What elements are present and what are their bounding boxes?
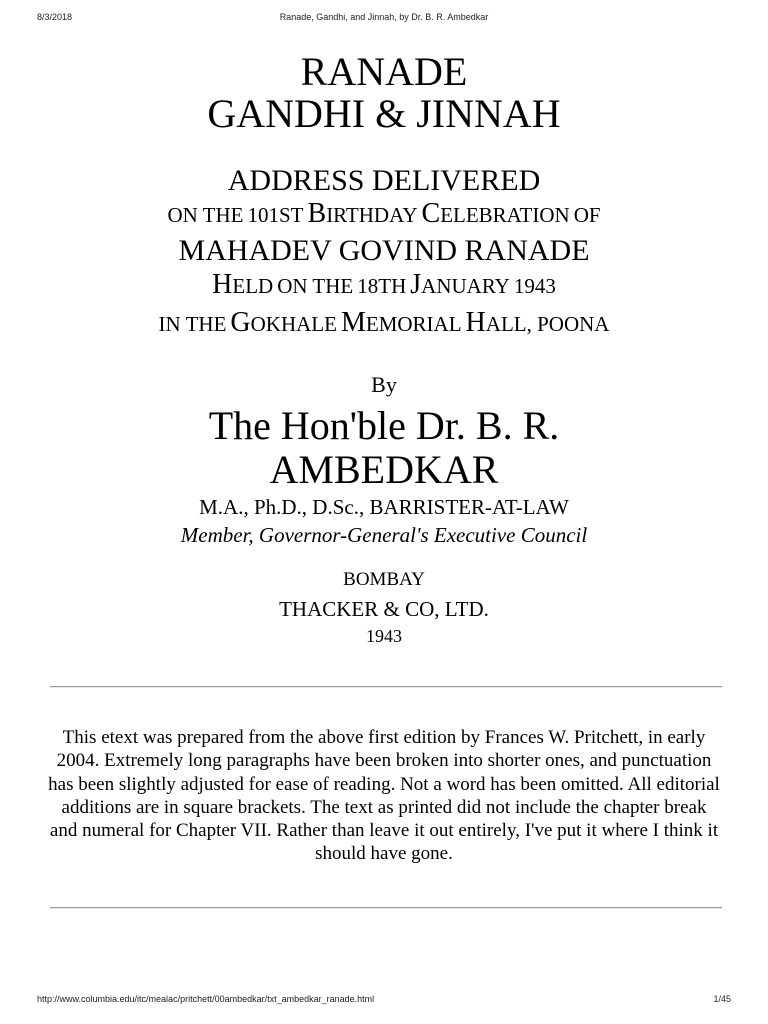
page-number: 1/45 — [713, 994, 731, 1004]
source-url: http://www.columbia.edu/itc/mealac/pritchett/00ambedkar/txt_ambedkar_ranade.html — [37, 994, 375, 1004]
print-date: 8/3/2018 — [37, 12, 73, 22]
author-line-1: The Hon'ble Dr. B. R. — [208, 403, 560, 448]
author-position: Member, Governor-General's Executive Council — [180, 523, 588, 547]
occasion-line: ON THE 101ST BIRTHDAY CELEBRATION OF — [167, 198, 601, 229]
divider-bottom — [50, 907, 722, 909]
address-delivered-line: ADDRESS DELIVERED — [227, 164, 541, 197]
editor-note: This etext was prepared from the above first edition by Frances W. Pritchett, in early 2004. Extremely long paragraphs have been broken into shorter ones, and punctuation has been slightly adjusted for ease of reading. Not a word has been omitted. All editorial additions are in square brackets. The text as printed did not include the chapter break and numeral for Chapter VII. Rather than leave it out entirely, I've put it where I think it should have gone. — [48, 727, 720, 865]
title-line-gandhi-jinnah: GANDHI & JINNAH — [207, 91, 561, 136]
author-line-2: AMBEDKAR — [269, 447, 499, 492]
held-date-line: HELD ON THE 18TH JANUARY 1943 — [212, 269, 556, 300]
print-page-title: Ranade, Gandhi, and Jinnah, by Dr. B. R. Ambedkar — [279, 12, 489, 22]
divider-top — [50, 686, 722, 688]
print-footer — [37, 994, 731, 1008]
publisher-name: THACKER & CO, LTD. — [279, 597, 489, 621]
publication-year: 1943 — [366, 626, 402, 646]
print-header — [37, 12, 731, 26]
author-degrees: M.A., Ph.D., D.Sc., BARRISTER-AT-LAW — [199, 495, 569, 519]
publisher-city: BOMBAY — [343, 569, 425, 590]
venue-line: IN THE GOKHALE MEMORIAL HALL, POONA — [158, 307, 610, 338]
title-page — [0, 49, 768, 647]
by-line: By — [371, 372, 397, 397]
title-line-ranade: RANADE — [300, 49, 468, 94]
honoree-line: MAHADEV GOVIND RANADE — [178, 234, 590, 267]
